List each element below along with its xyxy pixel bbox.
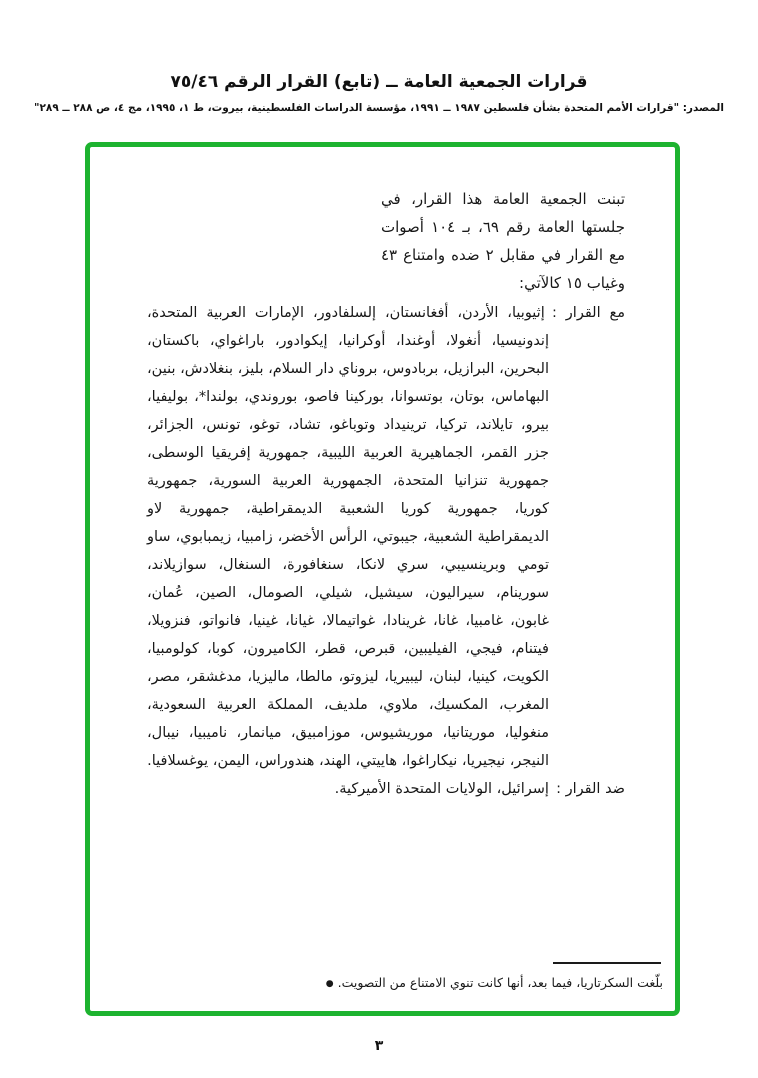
vote-against-row bbox=[147, 775, 625, 803]
vote-against-label: ضد القرار : bbox=[556, 781, 625, 797]
intro-paragraph: تبنت الجمعية العامة هذا القرار، في جلستها العامة رقم ٦٩، بـ ١٠٤ أصوات مع القرار في مقابل ٢ ضده وامتناع ٤٣ وغياب ١٥ كالآتي: bbox=[381, 190, 625, 292]
vote-against-text: إسرائيل، الولايات المتحدة الأميركية. bbox=[334, 781, 549, 797]
vote-with-label: مع القرار : bbox=[552, 305, 625, 321]
footnote bbox=[145, 974, 663, 993]
source-line: المصدر: "قرارات الأمم المتحدة بشأن فلسطين ١٩٨٧ ــ ١٩٩١، مؤسسة الدراسات الفلسطينية، بيروت، ط ١، ١٩٩٥، مج ٤، ص ٢٨٨ ــ ٢٨٩" bbox=[34, 102, 724, 114]
vote-with-row bbox=[147, 299, 625, 775]
page-number: ٣ bbox=[374, 1038, 384, 1054]
footnote-area bbox=[145, 962, 665, 999]
footnote-separator-rule bbox=[553, 962, 661, 964]
document-body bbox=[147, 185, 625, 803]
footnote-text: بلّغت السكرتاريا، فيما بعد، أنها كانت تنوي الامتناع من التصويت. bbox=[337, 975, 663, 990]
vote-with-countries: إثيوبيا، الأردن، أفغانستان، إلسلفادور، الإمارات العربية المتحدة، إندونيسيا، أنغولا، أوغندا، أوكرانيا، إيكوادور، باراغواي، باكستان، البحرين، البرازيل، بربادوس، بروناي دار السلام، بليز، بنغلادش، بنين، البهاماس، بوتان، بوتسوانا، بوركينا فاصو، بوروندي، بولندا*، بوليفيا، بيرو، تايلاند، تركيا، ترينيداد وتوباغو، تشاد، توغو، تونس، الجزائر، جزر القمر، الجماهيرية العربية الليبية، جمهورية إفريقيا الوسطى، جمهورية تنزانيا المتحدة، الجمهورية العربية السورية، جمهورية كوريا، جمهورية كوريا الشعبية الديمقراطية، جمهورية لاو الديمقراطية الشعبية، جيبوتي، الرأس الأخضر، زامبيا، زيمبابوي، ساو تومي وبرينسيبي، سري لانكا، سنغافورة، السنغال، سوازيلاند، سورينام، سيراليون، سيشيل، شيلي، الصومال، الصين، عُمان، غابون، غامبيا، غانا، غرينادا، غواتيمالا، غيانا، غينيا، فانواتو، فنزويلا، فيتنام، فيجي، الفيليبين، قبرص، قطر، الكاميرون، كوبا، كولومبيا، الكويت، كينيا، لبنان، ليبيريا، ليزوتو، مالطا، ماليزيا، مدغشقر، مصر، المغرب، المكسيك، ملاوي، ملديف، المملكة العربية السعودية، منغوليا، موريتانيا، موريشيوس، موزامبيق، ميانمار، ناميبيا، نيبال، النيجر، نيجيريا، نيكاراغوا، هاييتي، الهند، هندوراس، اليمن، يوغسلافيا. bbox=[147, 305, 549, 769]
page-title: قرارات الجمعية العامة ــ (تابع) القرار الرقم ٧٥/٤٦ bbox=[170, 72, 588, 92]
document-border-frame bbox=[85, 142, 680, 1016]
footnote-bullet-marker: ● bbox=[325, 979, 334, 989]
